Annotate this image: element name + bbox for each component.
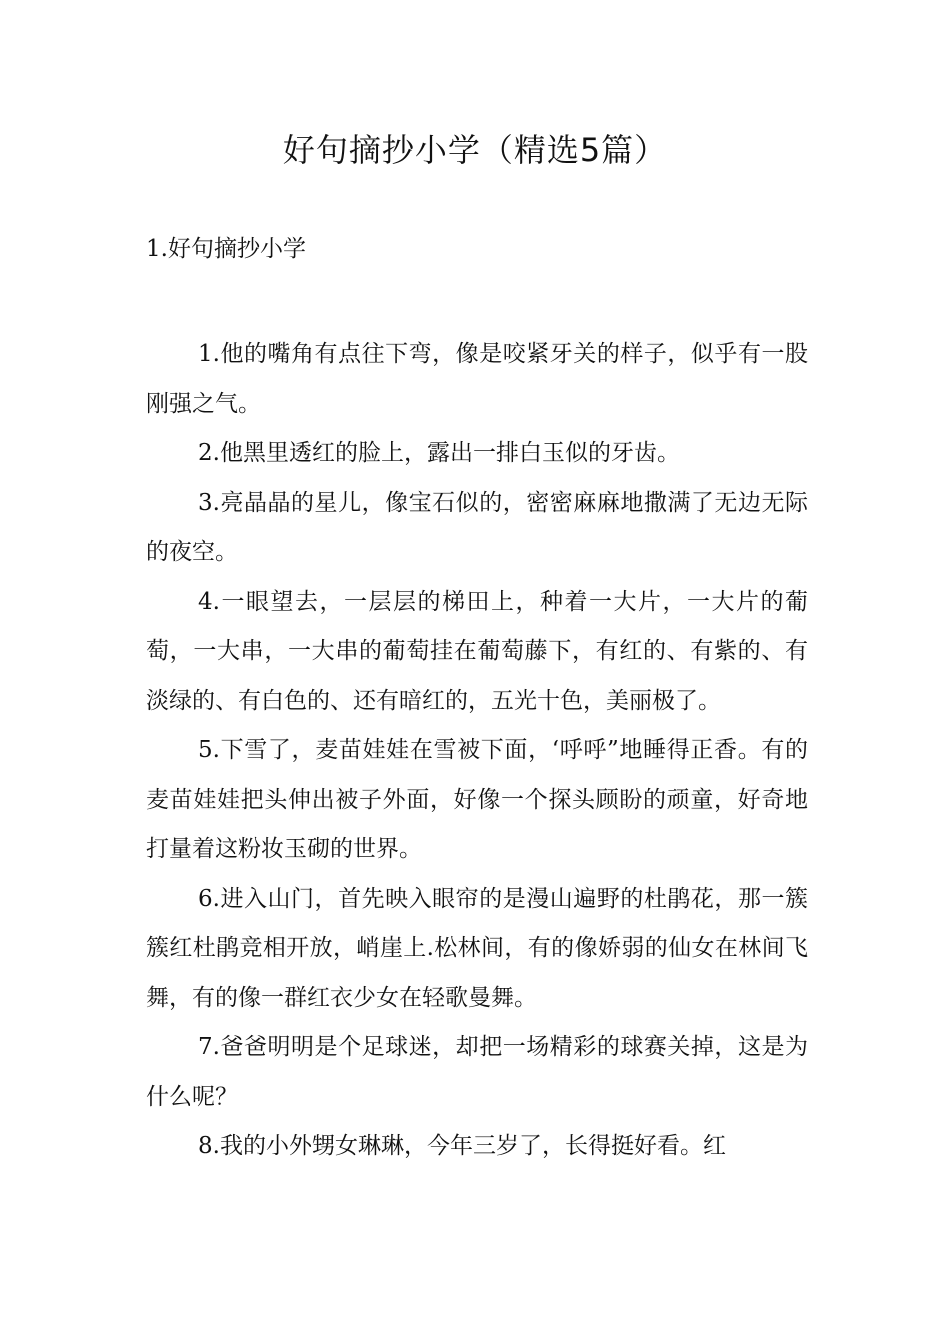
paragraph-7: 7.爸爸明明是个足球迷，却把一场精彩的球赛关掉，这是为什么呢？ <box>146 1034 808 1110</box>
paragraph-1: 1.他的嘴角有点往下弯，像是咬紧牙关的样子，似乎有一股刚强之气。 <box>146 341 808 417</box>
document-title: 好句摘抄小学（精选5篇） <box>282 131 668 169</box>
paragraph-8: 8.我的小外甥女琳琳，今年三岁了，长得挺好看。红 <box>198 1133 726 1159</box>
paragraph-5: 5.下雪了，麦苗娃娃在雪被下面，‘呼呼”地睡得正香。有的麦苗娃娃把头伸出被子外面，好像一个探头顾盼的顽童，好奇地打量着这粉妆玉砌的世界。 <box>146 737 808 862</box>
paragraph-2: 2.他黑里透红的脸上，露出一排白玉似的牙齿。 <box>198 440 680 466</box>
paragraph-4: 4.一眼望去，一层层的梯田上，种着一大片，一大片的葡萄，一大串，一大串的葡萄挂在葡萄藤下，有红的、有紫的、有淡绿的、有白色的、还有暗红的，五光十色，美丽极了。 <box>146 588 808 714</box>
section-heading: 1.好句摘抄小学 <box>146 236 306 262</box>
paragraph-3: 3.亮晶晶的星儿，像宝石似的，密密麻麻地撒满了无边无际的夜空。 <box>146 489 808 565</box>
document-body <box>146 330 808 1172</box>
paragraph-6: 6.进入山门，首先映入眼帘的是漫山遍野的杜鹃花，那一簇簇红杜鹃竞相开放，峭崖上.松林间，有的像娇弱的仙女在林间飞舞，有的像一群红衣少女在轻歌曼舞。 <box>146 885 808 1011</box>
